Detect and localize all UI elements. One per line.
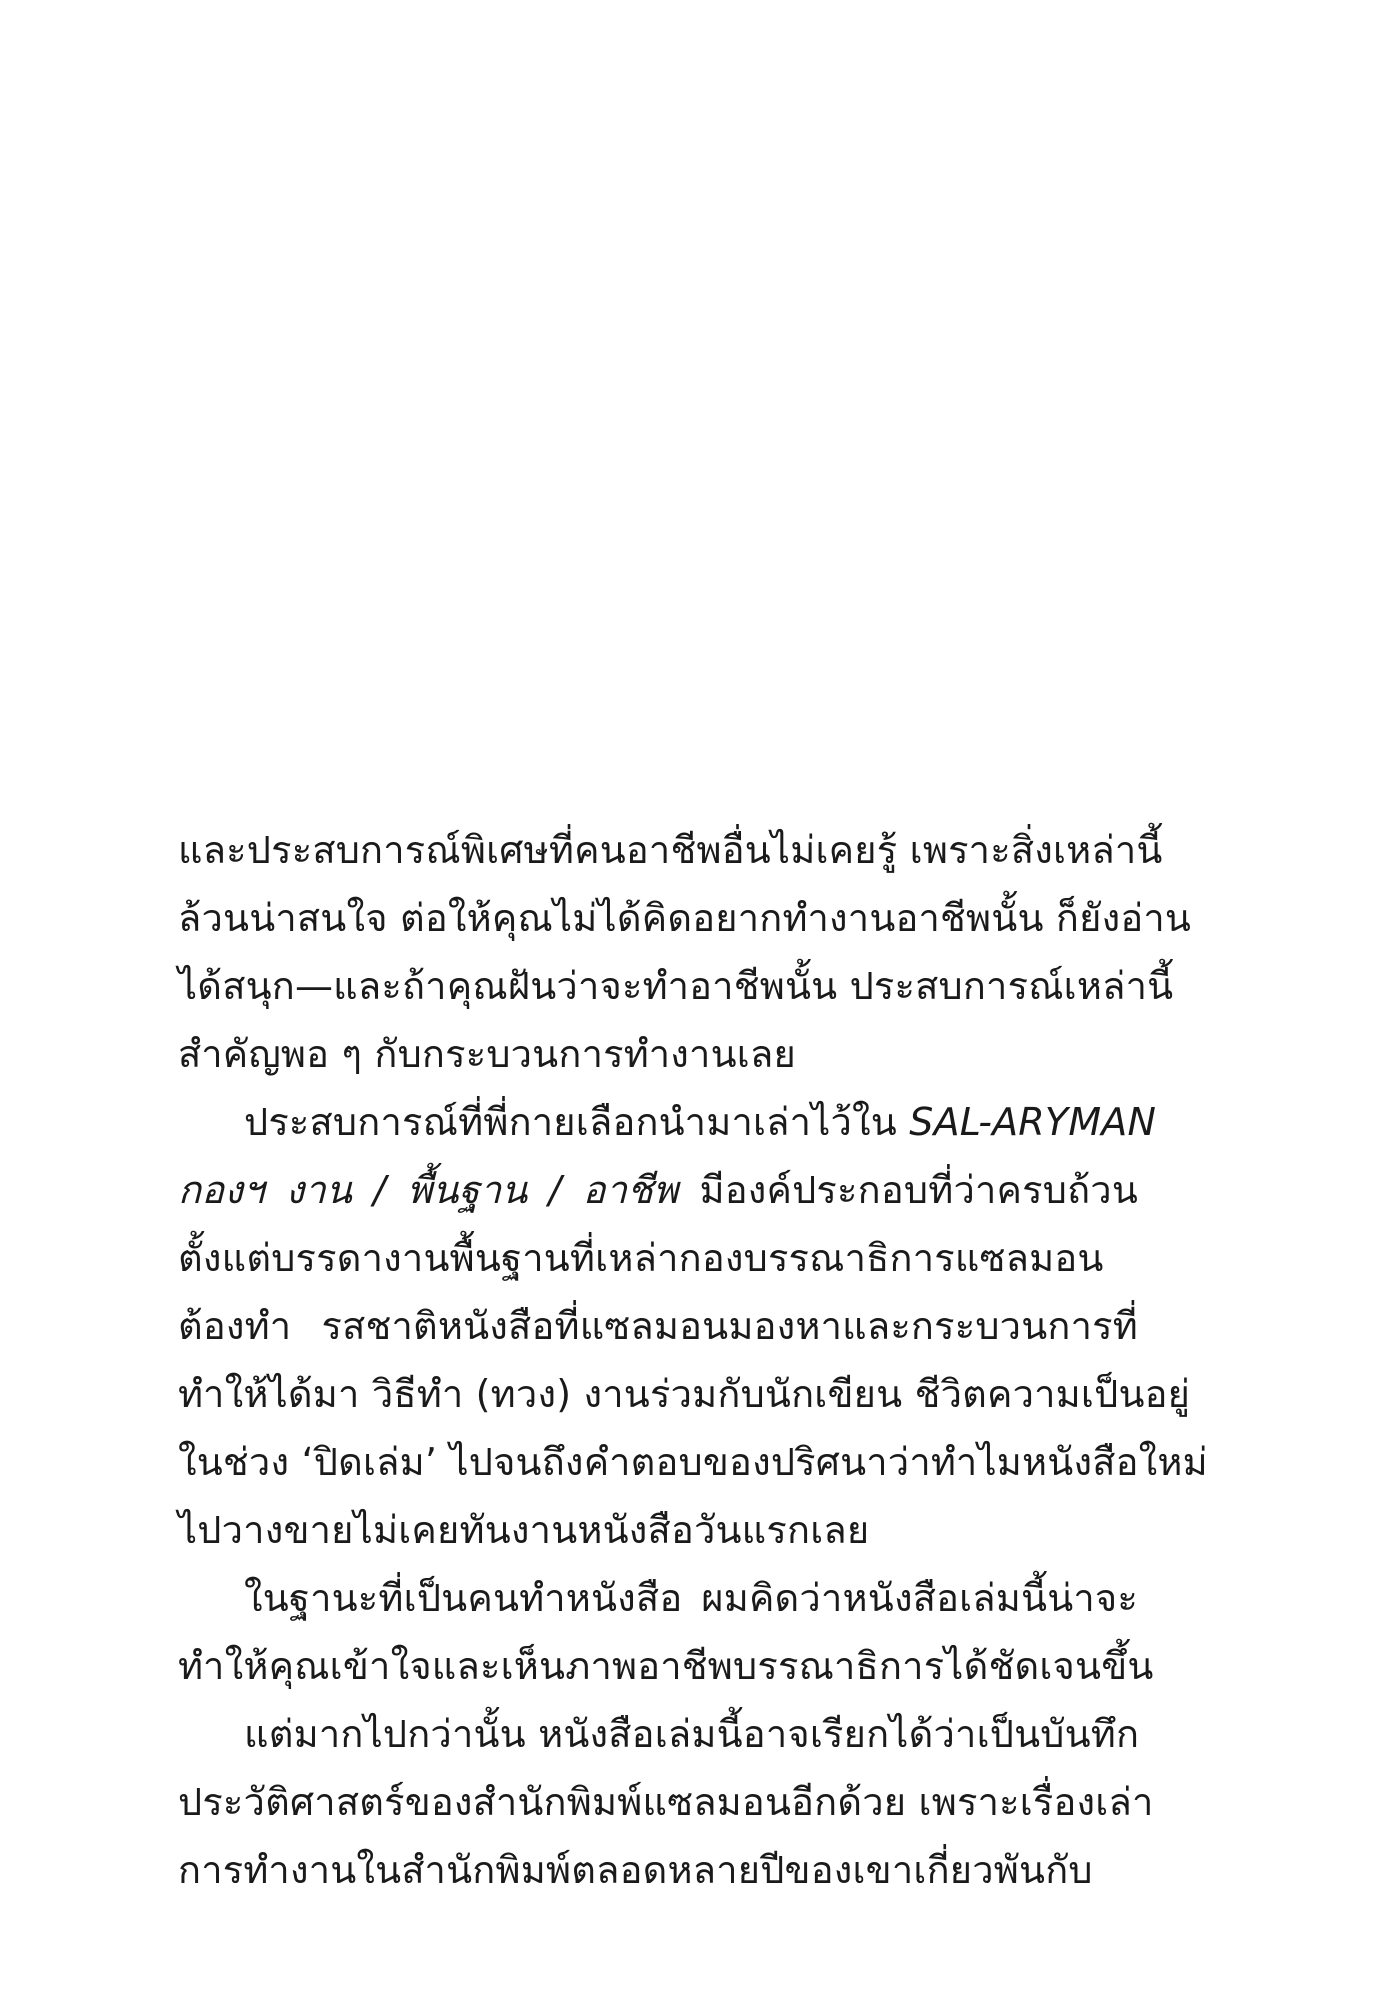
text-segment: ล้วนน่าสนใจ ต่อให้คุณไม่ได้คิดอยากทำงานอาชีพนั้น ก็ยังอ่าน <box>178 896 1192 940</box>
text-segment: ทำให้คุณเข้าใจและเห็นภาพอาชีพบรรณาธิการได้ชัดเจนขึ้น <box>178 1644 1154 1688</box>
text-line <box>178 1564 1138 1632</box>
text-line <box>178 1632 1154 1700</box>
text-line <box>178 952 1174 1020</box>
text-line <box>178 884 1192 952</box>
text-segment: ในฐานะที่เป็นคนทำหนังสือ ผมคิดว่าหนังสือเล่มนี้น่าจะ <box>244 1576 1138 1620</box>
text-line <box>178 1292 1138 1360</box>
text-line <box>178 1088 1157 1156</box>
text-line <box>178 1836 1138 1904</box>
text-line <box>178 1156 1138 1224</box>
text-line <box>178 1428 1208 1496</box>
text-segment: ได้สนุก—และถ้าคุณฝันว่าจะทำอาชีพนั้น ประสบการณ์เหล่านี้ <box>178 964 1174 1008</box>
text-line <box>178 1496 1138 1564</box>
text-segment: สำคัญพอ ๆ กับกระบวนการทำงานเลย <box>178 1032 796 1076</box>
text-segment: และประสบการณ์พิเศษที่คนอาชีพอื่นไม่เคยรู้ เพราะสิ่งเหล่านี้ <box>178 828 1163 872</box>
text-line <box>178 1700 1138 1768</box>
text-segment: มีองค์ประกอบที่ว่าครบถ้วน <box>678 1168 1139 1212</box>
text-segment: ประวัติศาสตร์ของสำนักพิมพ์แซลมอนอีกด้วย เพราะเรื่องเล่า <box>178 1780 1154 1824</box>
text-segment: การทำงานในสำนักพิมพ์ตลอดหลายปีของเขาเกี่ยวพันกับ <box>178 1848 1093 1892</box>
body-text <box>178 816 1208 1904</box>
text-segment: ต้องทำ รสชาติหนังสือที่แซลมอนมองหาและกระบวนการที่ <box>178 1304 1138 1348</box>
text-line <box>178 816 1163 884</box>
text-segment: ไปวางขายไม่เคยทันงานหนังสือวันแรกเลย <box>178 1508 870 1552</box>
book-title-segment: กองฯ งาน / พื้นฐาน / อาชีพ <box>178 1168 679 1212</box>
text-line <box>178 1360 1191 1428</box>
text-segment: ตั้งแต่บรรดางานพื้นฐานที่เหล่ากองบรรณาธิการแซลมอน <box>178 1236 1104 1280</box>
book-title-segment: SAL-ARYMAN <box>909 1100 1157 1144</box>
text-segment: ประสบการณ์ที่พี่กายเลือกนำมาเล่าไว้ใน <box>244 1100 910 1144</box>
text-line <box>178 1224 1138 1292</box>
text-line <box>178 1768 1154 1836</box>
text-segment: ทำให้ได้มา วิธีทำ (ทวง) งานร่วมกับนักเขียน ชีวิตความเป็นอยู่ <box>178 1372 1191 1416</box>
text-segment: ในช่วง ‘ปิดเล่ม’ ไปจนถึงคำตอบของปริศนาว่าทำไมหนังสือใหม่ <box>178 1440 1208 1484</box>
text-segment: แต่มากไปกว่านั้น หนังสือเล่มนี้อาจเรียกได้ว่าเป็นบันทึก <box>244 1712 1140 1756</box>
text-line <box>178 1020 1138 1088</box>
